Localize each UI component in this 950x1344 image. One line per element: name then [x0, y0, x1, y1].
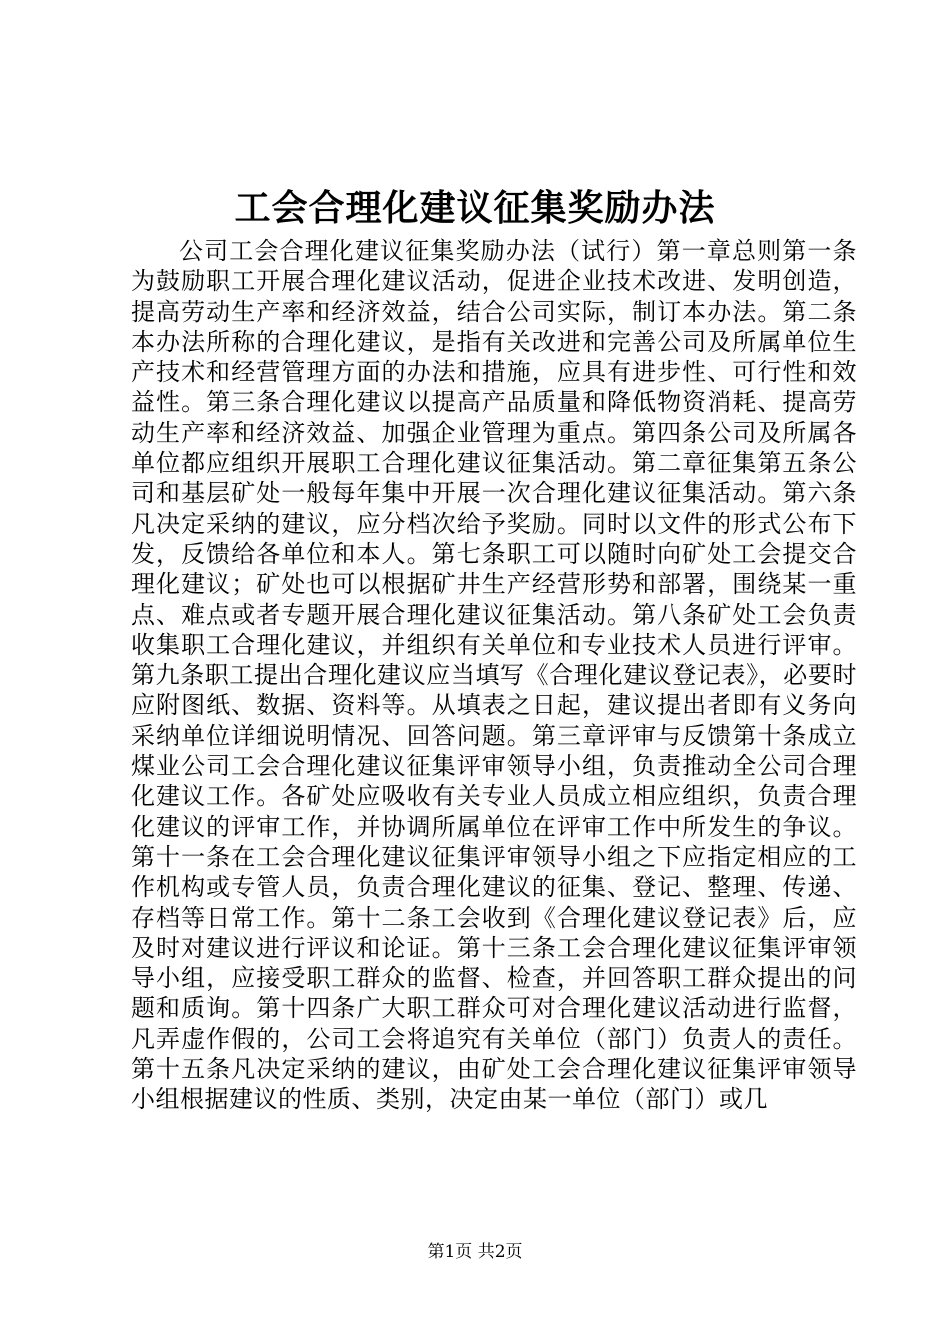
page-number: 第1页 共2页 [427, 1242, 523, 1262]
document-body: 公司工会合理化建议征集奖励办法（试行）第一章总则第一条为鼓励职工开展合理化建议活动，促进企业技术改进、发明创造，提高劳动生产率和经济效益，结合公司实际，制订本办法。第二条本办法所称的合理化建议，是指有关改进和完善公司及所属单位生产技术和经营管理方面的办法和措施，应具有进步性、可行性和效益性。第三条合理化建议以提高产品质量和降低物资消耗、提高劳动生产率和经济效益、加强企业管理为重点。第四条公司及所属各单位都应组织开展职工合理化建议征集活动。第二章征集第五条公司和基层矿处一般每年集中开展一次合理化建议征集活动。第六条凡决定采纳的建议，应分档次给予奖励。同时以文件的形式公布下发，反馈给各单位和本人。第七条职工可以随时向矿处工会提交合理化建议；矿处也可以根据矿井生产经营形势和部署，围绕某一重点、难点或者专题开展合理化建议征集活动。第八条矿处工会负责收集职工合理化建议，并组织有关单位和专业技术人员进行评审。第九条职工提出合理化建议应当填写《合理化建议登记表》，必要时应附图纸、数据、资料等。从填表之日起，建议提出者即有义务向采纳单位详细说明情况、回答问题。第三章评审与反馈第十条成立煤业公司工会合理化建议征集评审领导小组，负责推动全公司合理化建议工作。各矿处应吸收有关专业人员成立相应组织，负责合理化建议的评审工作，并协调所属单位在评审工作中所发生的争议。第十一条在工会合理化建议征集评审领导小组之下应指定相应的工作机构或专管人员，负责合理化建议的征集、登记、整理、传递、存档等日常工作。第十二条工会收到《合理化建议登记表》后，应及时对建议进行评议和论证。第十三条工会合理化建议征集评审领导小组，应接受职工群众的监督、检查，并回答职工群众提出的问题和质询。第十四条广大职工群众可对合理化建议活动进行监督，凡弄虚作假的，公司工会将追究有关单位（部门）负责人的责任。第十五条凡决定采纳的建议，由矿处工会合理化建议征集评审领导小组根据建议的性质、类别，决定由某一单位（部门）或几 [131, 237, 857, 1114]
document-title: 工会合理化建议征集奖励办法 [234, 187, 716, 229]
